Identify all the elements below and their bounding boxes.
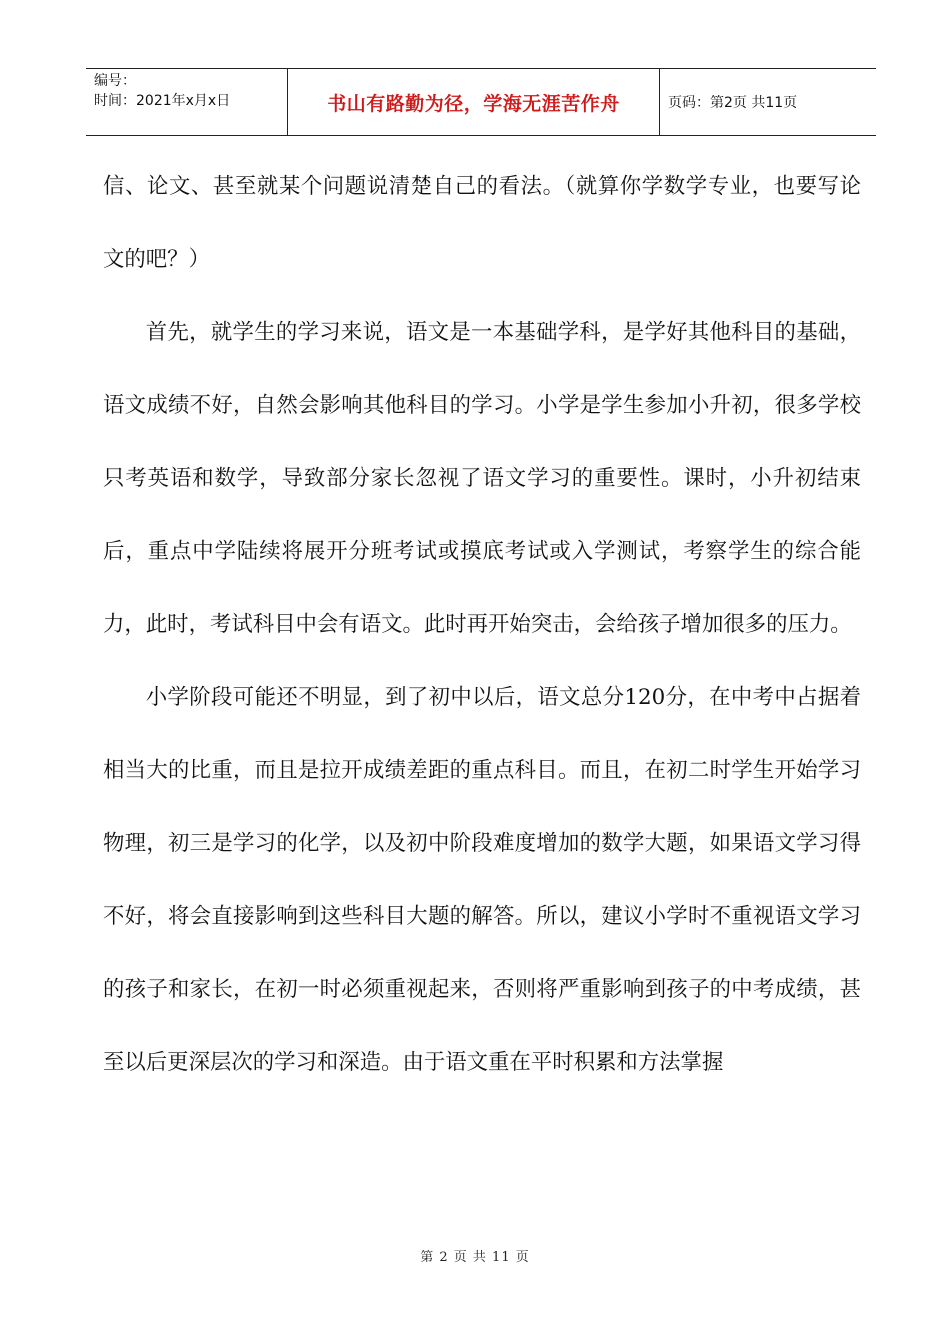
header-motto: 书山有路勤为径，学海无涯苦作舟: [288, 69, 660, 135]
date-label: 时间：2021年x月x日: [94, 93, 231, 109]
page-header: [86, 68, 876, 136]
document-body: [103, 150, 861, 1099]
paragraph-continuation: 信、论文、甚至就某个问题说清楚自己的看法。（就算你学数学专业，也要写论文的吧？）: [103, 174, 861, 272]
paragraph: 首先，就学生的学习来说，语文是一本基础学科，是学好其他科目的基础，语文成绩不好，自然会影响其他科目的学习。小学是学生参加小升初，很多学校只考英语和数学，导致部分家长忽视了语文学习的重要性。课时，小升初结束后，重点中学陆续将展开分班考试或摸底考试或入学测试，考察学生的综合能力，此时，考试科目中会有语文。此时再开始突击，会给孩子增加很多的压力。: [103, 320, 861, 637]
page-footer: 第 2 页 共 11 页: [420, 1250, 530, 1265]
paragraph: 小学阶段可能还不明显，到了初中以后，语文总分120分，在中考中占据着相当大的比重，而且是拉开成绩差距的重点科目。而且，在初二时学生开始学习物理，初三是学习的化学，以及初中阶段难度增加的数学大题，如果语文学习得不好，将会直接影响到这些科目大题的解答。所以，建议小学时不重视语文学习的孩子和家长，在初一时必须重视起来，否则将严重影响到孩子的中考成绩，甚至以后更深层次的学习和深造。由于语文重在平时积累和方法掌握: [103, 685, 861, 1075]
serial-label: 编号：: [94, 73, 136, 89]
header-page-info: 页码：第2页 共11页: [668, 95, 798, 111]
header-meta: [86, 69, 288, 135]
